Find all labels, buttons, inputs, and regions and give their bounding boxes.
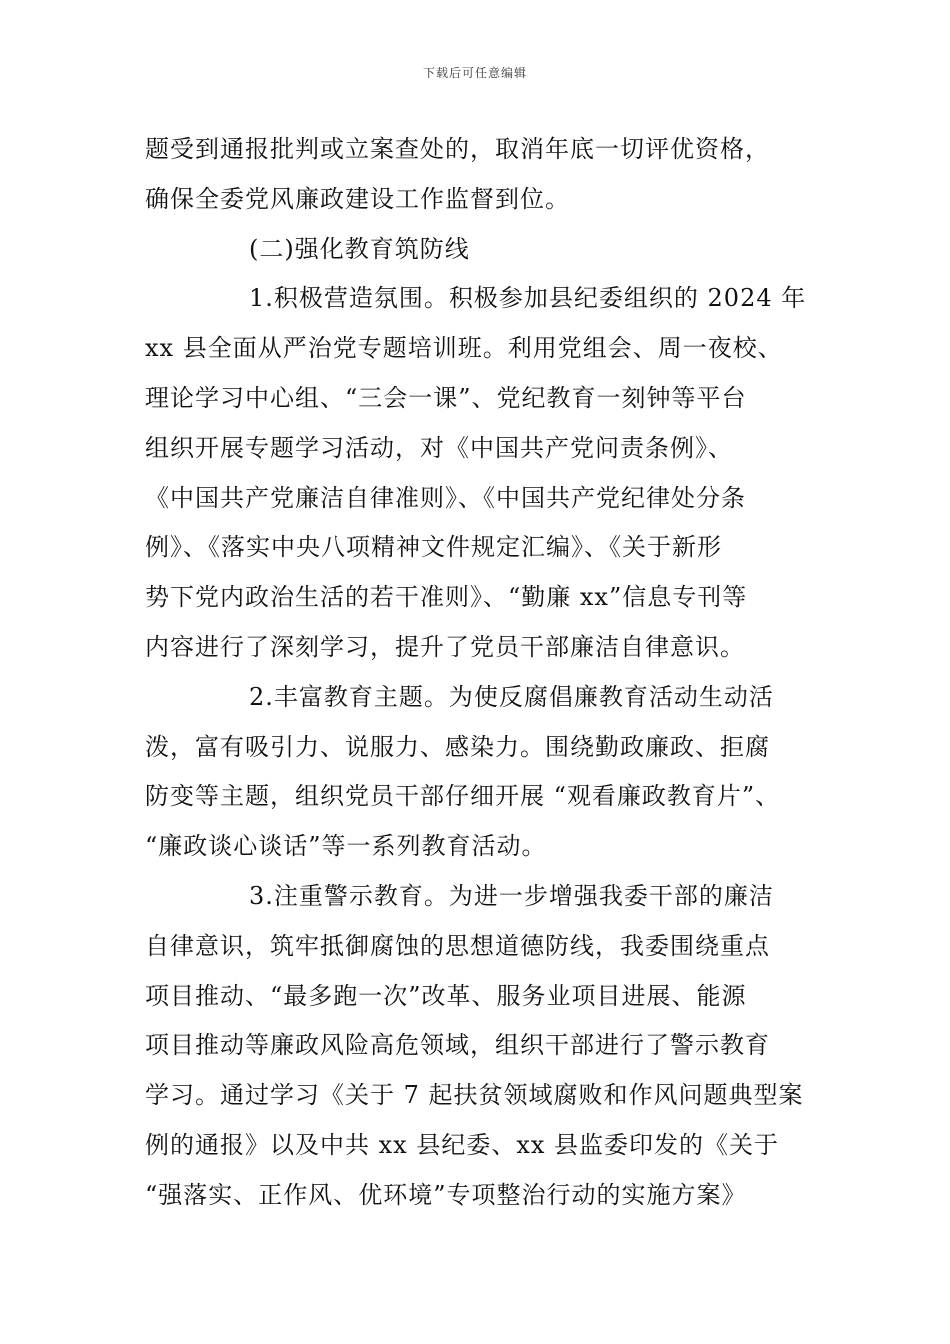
text-line: 理论学习中心组、“三会一课”、党纪教育一刻钟等平台 [145,383,747,412]
text-line: xx 县全面从严治党专题培训班。利用党组会、周一夜校、 [145,334,783,363]
paragraph-start: 1.积极营造氛围。积极参加县纪委组织的 2024 年 [249,284,807,313]
text-line: “强落实、正作风、优环境”专项整治行动的实施方案》 [145,1180,747,1209]
text-line: 例的通报》以及中共 xx 县纪委、xx 县监委印发的《关于 [145,1130,780,1159]
text-line: 势下党内政治生活的若干准则》、“勤廉 xx”信息专刊等 [145,583,748,612]
text-line: 《中国共产党廉洁自律准则》、《中国共产党纪律处分条 [145,483,746,512]
text-line: 自律意识，筑牢抵御腐蚀的思想道德防线，我委围绕重点 [145,931,770,960]
paragraph-start: 3.注重警示教育。为进一步增强我委干部的廉洁 [249,881,774,910]
document-body [145,125,810,1221]
text-line: 泼，富有吸引力、说服力、感染力。围绕勤政廉政、拒腐 [145,732,770,761]
text-line: 项目推动、“最多跑一次”改革、服务业项目进展、能源 [145,981,747,1010]
text-line: 学习。通过学习《关于 7 起扶贫领域腐败和作风问题典型案 [145,1081,804,1110]
text-line: 确保全委党风廉政建设工作监督到位。 [145,184,570,213]
text-line: “廉政谈心谈话”等一系列教育活动。 [145,832,547,861]
text-line: 防变等主题，组织党员干部仔细开展 “观看廉政教育片”、 [145,782,781,811]
page-header: 下载后可任意编辑 [422,66,527,80]
text-line: 内容进行了深刻学习，提升了党员干部廉洁自律意识。 [145,632,745,661]
text-line: 组织开展专题学习活动，对《中国共产党问责条例》、 [145,433,733,462]
text-line: 题受到通报批判或立案查处的，取消年底一切评优资格， [145,135,770,163]
section-heading: (二)强化教育筑防线 [249,234,470,263]
text-line: 项目推动等廉政风险高危领域，组织干部进行了警示教育 [145,1031,770,1060]
paragraph-start: 2.丰富教育主题。为使反腐倡廉教育活动生动活 [249,682,774,711]
text-line: 例》、《落实中央八项精神文件规定汇编》、《关于新形 [145,533,722,562]
